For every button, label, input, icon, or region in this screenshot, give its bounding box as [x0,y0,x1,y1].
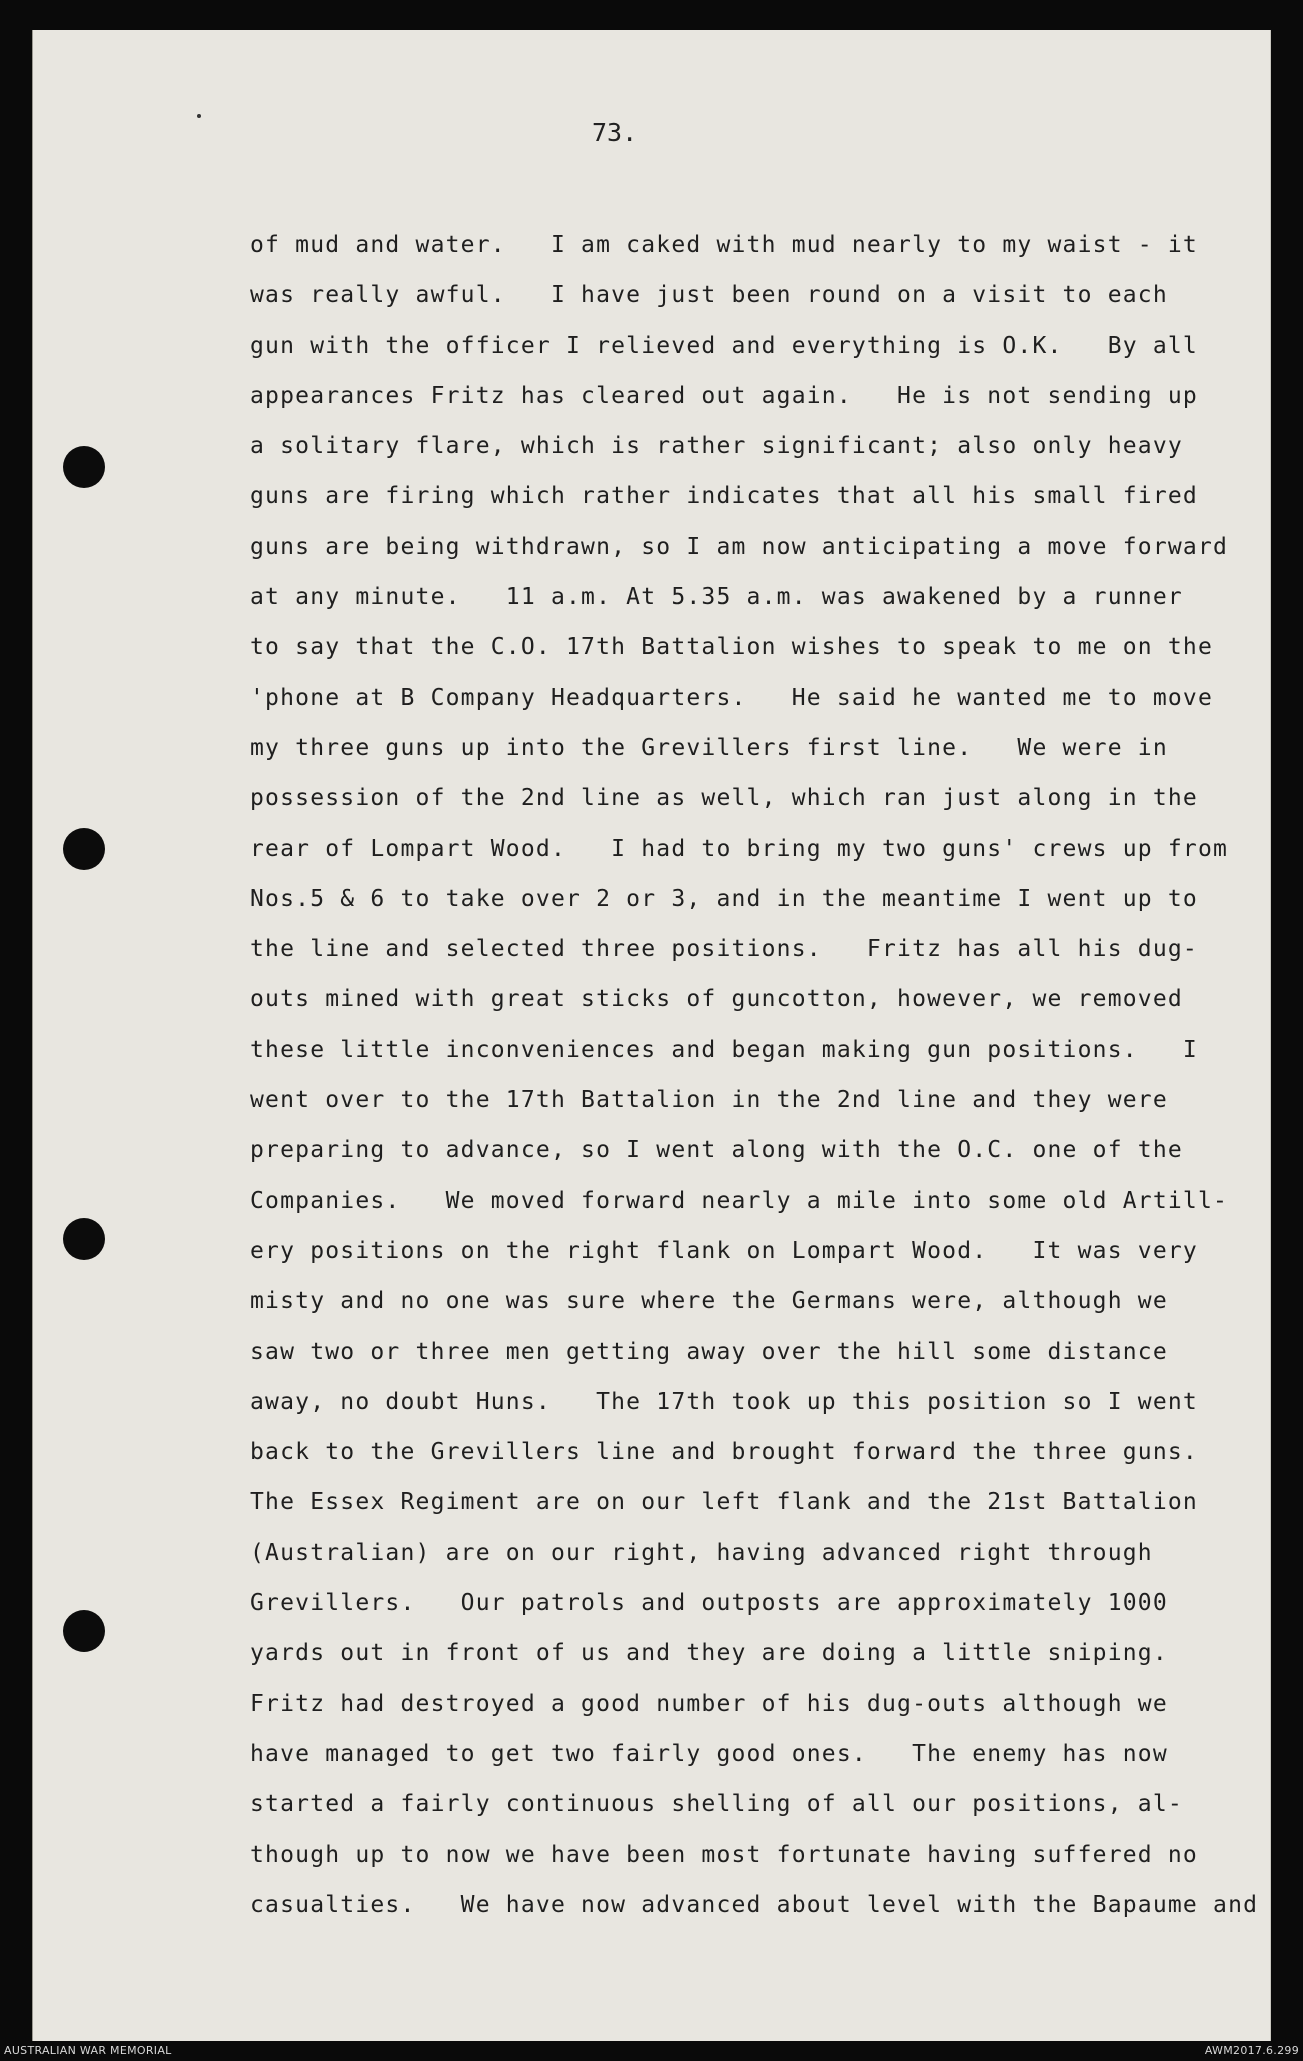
text-line: though up to now we have been most fortunate having suffered no [250,1841,1198,1868]
text-line: guns are firing which rather indicates that all his small fired [250,483,1198,510]
text-line: my three guns up into the Grevillers first line. We were in [250,734,1168,761]
text-line: outs mined with great sticks of guncotton, however, we removed [250,986,1183,1013]
text-line: these little inconveniences and began making gun positions. I [250,1036,1198,1063]
text-line: have managed to get two fairly good ones. The enemy has now [250,1740,1168,1767]
text-line: possession of the 2nd line as well, which ran just along in the [250,785,1198,812]
page-number: 73. [592,118,638,147]
punch-hole [63,446,105,488]
text-line: 'phone at B Company Headquarters. He said he wanted me to move [250,684,1214,711]
text-line: guns are being withdrawn, so I am now anticipating a move forward [250,533,1229,560]
text-line: preparing to advance, so I went along with the O.C. one of the [250,1137,1183,1164]
text-line: at any minute. 11 a.m. At 5.35 a.m. was awakened by a runner [250,584,1183,611]
text-line: Nos.5 & 6 to take over 2 or 3, and in the meantime I went up to [250,885,1198,912]
punch-hole [63,1610,105,1652]
text-line: (Australian) are on our right, having advanced right through [250,1539,1153,1566]
body-text [250,220,1258,1930]
text-line: back to the Grevillers line and brought forward the three guns. [250,1439,1198,1466]
text-line: rear of Lompart Wood. I had to bring my two guns' crews up from [250,835,1229,862]
text-line: away, no doubt Huns. The 17th took up this position so I went [250,1388,1198,1415]
text-line: to say that the C.O. 17th Battalion wishes to speak to me on the [250,634,1214,661]
punch-hole [63,828,105,870]
text-line: casualties. We have now advanced about level with the Bapaume and [250,1891,1259,1918]
text-line: appearances Fritz has cleared out again. He is not sending up [250,382,1198,409]
text-line: a solitary flare, which is rather significant; also only heavy [250,433,1183,460]
text-line: went over to the 17th Battalion in the 2nd line and they were [250,1087,1168,1114]
text-line: Grevillers. Our patrols and outposts are approximately 1000 [250,1590,1168,1617]
text-line: The Essex Regiment are on our left flank and the 21st Battalion [250,1489,1198,1516]
text-line: Companies. We moved forward nearly a mile into some old Artill- [250,1187,1229,1214]
punch-hole [63,1218,105,1260]
text-line: the line and selected three positions. Fritz has all his dug- [250,936,1198,963]
text-line: started a fairly continuous shelling of all our positions, al- [250,1791,1183,1818]
text-line: was really awful. I have just been round on a visit to each [250,282,1168,309]
archive-reference: AWM2017.6.299 [1204,2044,1299,2057]
stray-mark [197,114,201,118]
text-line: of mud and water. I am caked with mud nearly to my waist - it [250,232,1198,258]
text-line: yards out in front of us and they are doing a little sniping. [250,1640,1168,1667]
text-line: ery positions on the right flank on Lompart Wood. It was very [250,1237,1198,1264]
text-line: gun with the officer I relieved and everything is O.K. By all [250,332,1198,359]
text-line: misty and no one was sure where the Germans were, although we [250,1288,1168,1315]
text-line: saw two or three men getting away over the hill some distance [250,1338,1168,1365]
text-line: Fritz had destroyed a good number of his dug-outs although we [250,1690,1168,1717]
archive-credit: AUSTRALIAN WAR MEMORIAL [4,2044,172,2057]
